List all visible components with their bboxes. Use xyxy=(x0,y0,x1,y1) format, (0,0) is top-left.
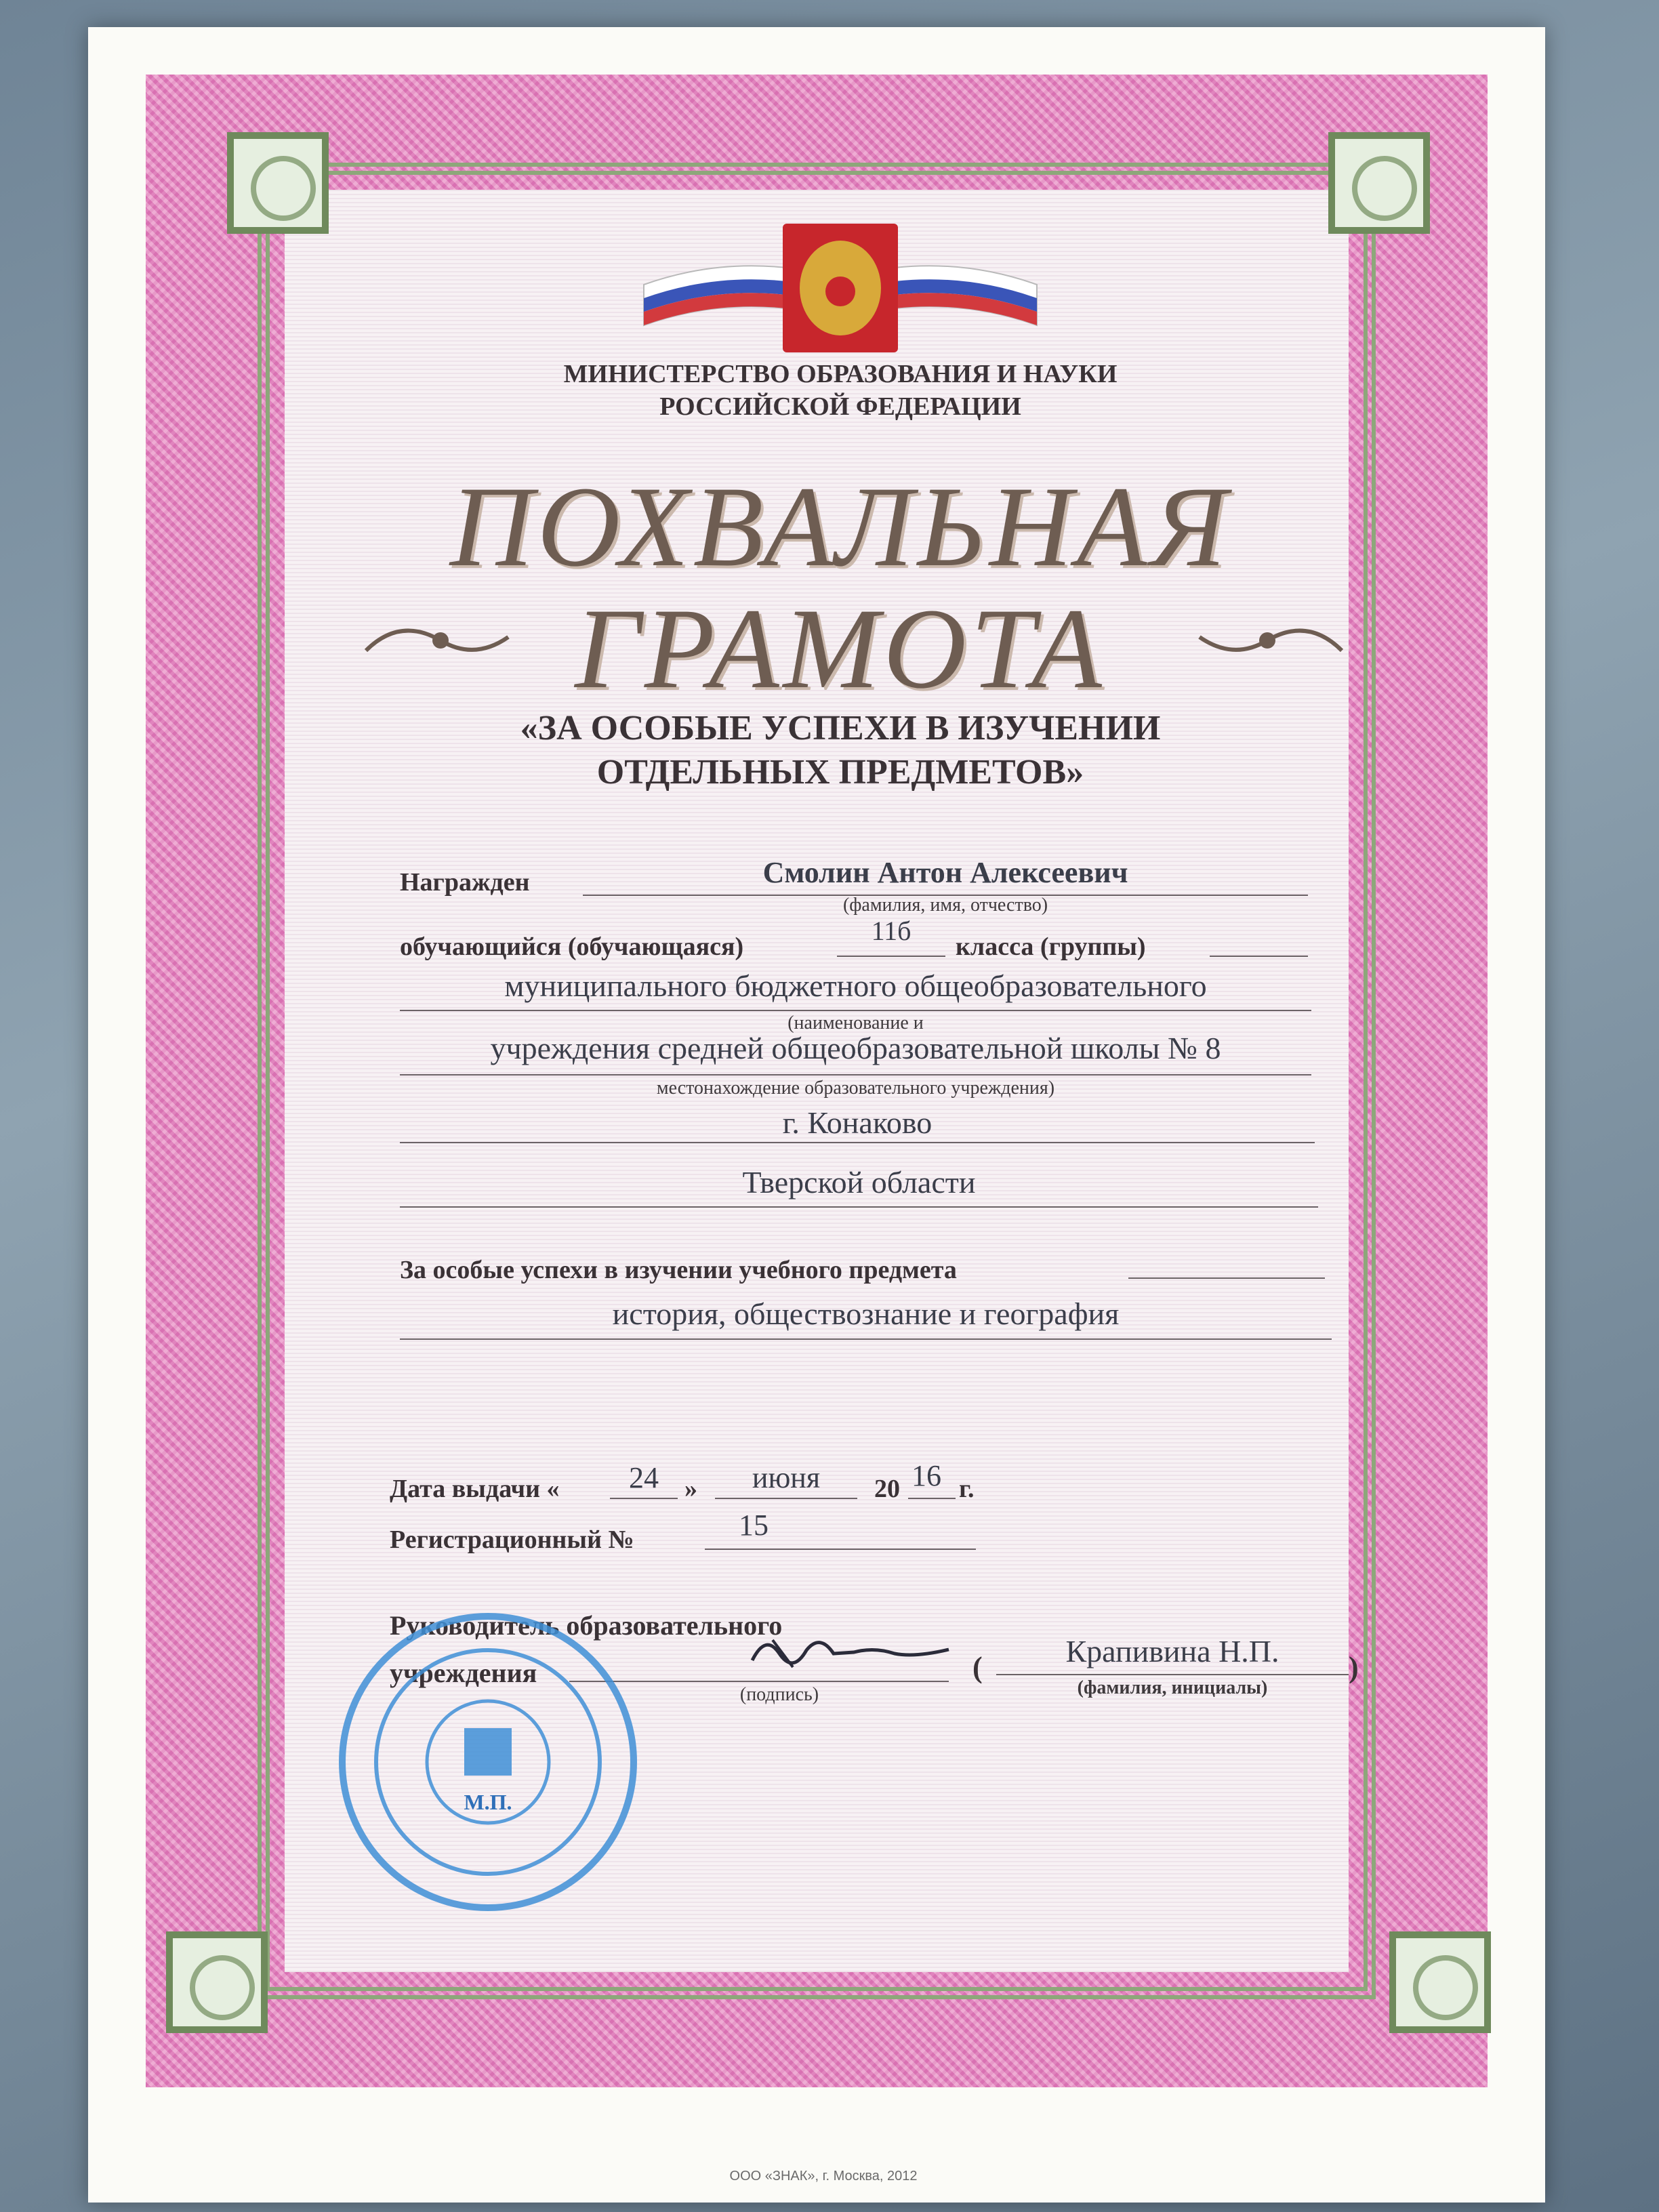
school-line-2: учреждения средней общеобразовательной школы № 8 xyxy=(490,1031,1221,1065)
issue-date-label: Дата выдачи « xyxy=(390,1475,560,1503)
awarded-hint: (фамилия, имя, отчество) xyxy=(842,895,1048,916)
issue-quote-close: » xyxy=(684,1475,697,1503)
student-grade: 11б xyxy=(871,916,912,946)
school-city: г. Конаково xyxy=(782,1105,933,1140)
corner-ornament-bottom-left xyxy=(166,1931,268,2033)
signature-hint: (подпись) xyxy=(739,1684,819,1705)
corner-ornament-top-right xyxy=(1328,132,1430,234)
school-line-1: муниципального бюджетного общеобразовательного xyxy=(504,968,1207,1003)
stamp-mp-text: М.П. xyxy=(464,1790,512,1814)
subtitle-line-1: «ЗА ОСОБЫЕ УСПЕХИ В ИЗУЧЕНИИ xyxy=(520,709,1161,747)
awarded-name: Смолин Антон Алексеевич xyxy=(762,856,1128,889)
student-label: обучающийся (обучающаяся) xyxy=(400,933,744,961)
issue-year-end: г. xyxy=(959,1475,975,1503)
issue-month: июня xyxy=(752,1461,821,1494)
flourish-left-icon xyxy=(359,610,515,671)
coat-of-arms-flag-icon xyxy=(637,224,1044,352)
registration-number: 15 xyxy=(739,1509,769,1542)
student-class-label: класса (группы) xyxy=(956,933,1146,961)
issue-day: 24 xyxy=(629,1461,659,1494)
issue-year-prefix: 20 xyxy=(874,1475,900,1503)
signature-open-paren: ( xyxy=(972,1651,983,1684)
issue-year-suffix: 16 xyxy=(912,1459,941,1492)
corner-ornament-top-left xyxy=(227,132,329,234)
title-line-1: ПОХВАЛЬНАЯ xyxy=(449,463,1231,590)
ministry-line-2: РОССИЙСКОЙ ФЕДЕРАЦИИ xyxy=(659,392,1021,421)
school-stamp-icon xyxy=(332,1606,644,1918)
school-hint-2: местонахождение образовательного учреждения) xyxy=(656,1078,1055,1099)
school-hint-1: (наименование и xyxy=(787,1012,924,1033)
registration-label: Регистрационный № xyxy=(390,1525,634,1554)
title-line-2: ГРАМОТА xyxy=(575,585,1106,712)
printer-credit: ООО «ЗНАК», г. Москва, 2012 xyxy=(729,2169,918,2184)
awarded-label: Награжден xyxy=(400,868,530,897)
school-region: Тверской области xyxy=(742,1165,976,1200)
signatory-name: Крапивина Н.П. xyxy=(1065,1634,1279,1668)
subject-label: За особые успехи в изучении учебного предмета xyxy=(400,1256,957,1284)
head-role-line-1: Руководитель образовательного xyxy=(390,1610,783,1641)
signature-close-paren: ) xyxy=(1349,1651,1359,1684)
ministry-line-1: МИНИСТЕРСТВО ОБРАЗОВАНИЯ И НАУКИ xyxy=(563,360,1118,388)
handwritten-signature-icon xyxy=(745,1626,962,1681)
signatory-name-hint: (фамилия, инициалы) xyxy=(1077,1677,1268,1698)
subtitle-line-2: ОТДЕЛЬНЫХ ПРЕДМЕТОВ» xyxy=(596,753,1084,792)
head-role-line-2: учреждения xyxy=(390,1658,537,1688)
subject-value: история, обществознание и география xyxy=(612,1296,1120,1331)
corner-ornament-bottom-right xyxy=(1389,1931,1491,2033)
flourish-right-icon xyxy=(1193,610,1349,671)
